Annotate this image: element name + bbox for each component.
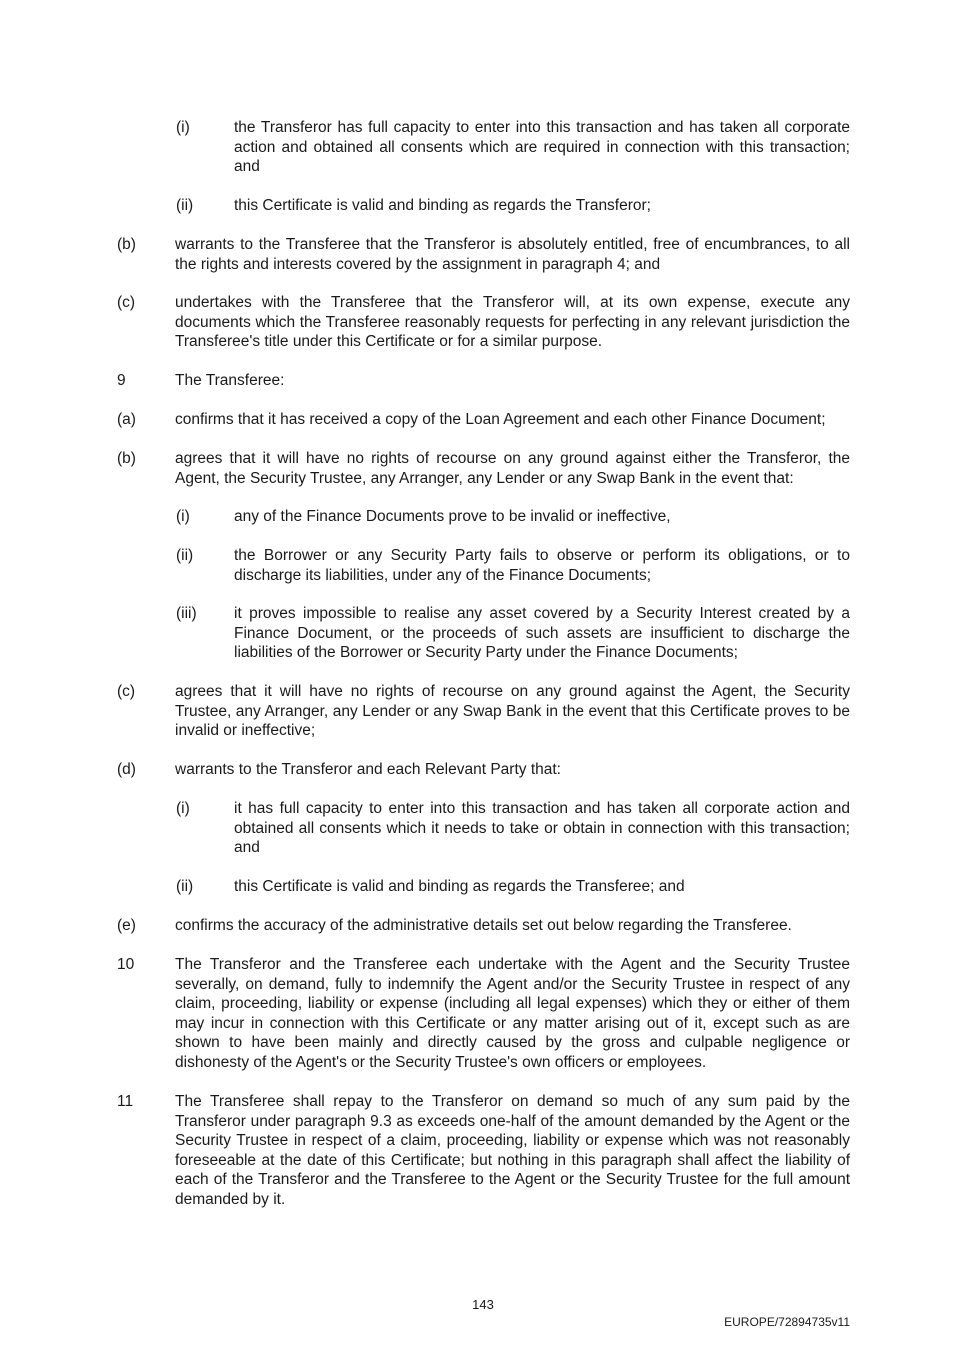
clause-item bbox=[117, 1092, 850, 1210]
clause-label: (b) bbox=[117, 450, 136, 467]
clause-label: (b) bbox=[117, 236, 136, 253]
clause-label: (i) bbox=[176, 508, 190, 525]
clause-item bbox=[117, 955, 850, 1073]
clause-text: undertakes with the Transferee that the Transferor will, at its own expense, execute any documents which the Transferee reasonably requests for perfecting in any relevant jurisdiction the Transferee's title under this Certificate or for a similar purpose. bbox=[175, 294, 850, 351]
clause-label: (ii) bbox=[176, 878, 194, 895]
clause-item bbox=[117, 371, 850, 391]
clause-label: 10 bbox=[117, 956, 135, 973]
clause-label: (e) bbox=[117, 917, 136, 934]
clause-text: the Borrower or any Security Party fails to observe or perform its obligations, or to discharge its liabilities, under any of the Finance Documents; bbox=[234, 547, 850, 584]
clause-text: it proves impossible to realise any asset covered by a Security Interest created by a Finance Document, or the proceeds of such assets are insufficient to discharge the liabilities of the Borrower or Security Party under the Finance Documents; bbox=[234, 605, 850, 662]
clause-item bbox=[117, 760, 850, 780]
clause-label: (i) bbox=[176, 119, 190, 136]
clause-item bbox=[117, 293, 850, 352]
clause-label: (ii) bbox=[176, 197, 194, 214]
clause-item bbox=[117, 449, 850, 488]
clause-text: agrees that it will have no rights of recourse on any ground against the Agent, the Security Trustee, any Arranger, any Lender or any Swap Bank in the event that this Certificate proves to be invalid or ineffective; bbox=[175, 683, 850, 740]
clause-item bbox=[176, 507, 850, 527]
clause-item bbox=[117, 682, 850, 741]
clause-text: agrees that it will have no rights of recourse on any ground against either the Transferor, the Agent, the Security Trustee, any Arranger, any Lender or any Swap Bank in the event that: bbox=[175, 450, 850, 487]
clause-text: The Transferor and the Transferee each undertake with the Agent and the Security Trustee severally, on demand, fully to indemnify the Agent and/or the Security Trustee in respect of any claim, proceeding, liability or expense (including all legal expenses) which they or either of them may incur in connection with this Certificate or any matter arising out of it, except such as are shown to have been mainly and directly caused by the gross and culpable negligence or dishonesty of the Agent's or the Security Trustee's own officers or employees. bbox=[175, 956, 850, 1071]
clause-item bbox=[176, 604, 850, 663]
clause-item bbox=[176, 546, 850, 585]
clause-label: (ii) bbox=[176, 547, 194, 564]
clause-text: The Transferee: bbox=[175, 372, 285, 389]
clause-text: confirms the accuracy of the administrative details set out below regarding the Transferee. bbox=[175, 917, 792, 934]
clause-item bbox=[117, 410, 850, 430]
document-reference: EUROPE/72894735v11 bbox=[724, 1315, 850, 1329]
clause-item bbox=[176, 118, 850, 177]
clause-text: confirms that it has received a copy of the Loan Agreement and each other Finance Document; bbox=[175, 411, 826, 428]
clause-item bbox=[117, 916, 850, 936]
clause-label: (c) bbox=[117, 294, 136, 311]
clause-item bbox=[117, 235, 850, 274]
clause-label: (d) bbox=[117, 761, 136, 778]
clause-item bbox=[176, 799, 850, 858]
clause-text: this Certificate is valid and binding as regards the Transferor; bbox=[234, 197, 651, 214]
clause-text: any of the Finance Documents prove to be invalid or ineffective, bbox=[234, 508, 671, 525]
clause-label: 9 bbox=[117, 372, 126, 389]
clause-text: warrants to the Transferee that the Transferor is absolutely entitled, free of encumbrances, to all the rights and interests covered by the assignment in paragraph 4; and bbox=[175, 236, 850, 273]
clause-text: The Transferee shall repay to the Transferor on demand so much of any sum paid by the Transferor under paragraph 9.3 as exceeds one-half of the amount demanded by the Agent or the Security Trustee in respect of a claim, proceeding, liability or expense which was not reasonably foreseeable at the date of this Certificate; but nothing in this paragraph shall affect the liability of each of the Transferor and the Transferee to the Agent or the Security Trustee for the full amount demanded by it. bbox=[175, 1093, 850, 1208]
clause-text: the Transferor has full capacity to enter into this transaction and has taken all corporate action and obtained all consents which are required in connection with this transaction; and bbox=[234, 119, 850, 176]
clause-label: (c) bbox=[117, 683, 136, 700]
clause-item bbox=[176, 877, 850, 897]
page-number: 143 bbox=[472, 1297, 494, 1312]
clause-text: it has full capacity to enter into this transaction and has taken all corporate action and obtained all consents which it needs to take or obtain in connection with this transaction; and bbox=[234, 800, 850, 857]
clause-item bbox=[176, 196, 850, 216]
clause-label: 11 bbox=[117, 1093, 134, 1110]
clause-label: (a) bbox=[117, 411, 136, 428]
clause-label: (i) bbox=[176, 800, 190, 817]
clause-text: warrants to the Transferor and each Relevant Party that: bbox=[175, 761, 561, 778]
clause-label: (iii) bbox=[176, 605, 197, 622]
clause-text: this Certificate is valid and binding as regards the Transferee; and bbox=[234, 878, 685, 895]
